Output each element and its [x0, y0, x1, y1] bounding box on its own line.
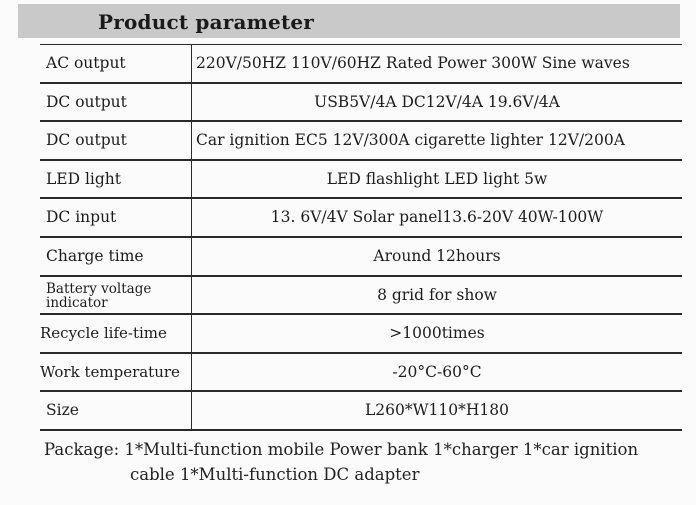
row-value: Car ignition EC5 12V/300A cigarette lighter 12V/200A [196, 131, 625, 150]
row-label: Battery voltage indicator [40, 277, 192, 314]
row-value: 8 grid for show [377, 285, 497, 304]
table-row [40, 236, 682, 275]
package-line-1: Package: 1*Multi-function mobile Power bank 1*charger 1*car ignition [44, 440, 639, 459]
row-value: L260*W110*H180 [365, 401, 509, 420]
row-value: LED flashlight LED light 5w [326, 169, 548, 188]
row-value: USB5V/4A DC12V/4A 19.6V/4A [314, 92, 560, 111]
table-row [40, 313, 682, 352]
table-row [40, 390, 682, 431]
table-row [40, 44, 682, 82]
package-note [44, 437, 680, 487]
table-row [40, 275, 682, 314]
row-value: 13. 6V/4V Solar panel13.6-20V 40W-100W [270, 208, 604, 227]
row-label: Charge time [40, 238, 192, 275]
table-row [40, 159, 682, 198]
header-band [18, 4, 680, 38]
row-value: 220V/50HZ 110V/60HZ Rated Power 300W Sine waves [196, 54, 630, 72]
row-label: Recycle life-time [40, 315, 192, 352]
row-value: -20°C-60°C [392, 362, 482, 381]
table-row [40, 352, 682, 391]
row-label: LED light [40, 161, 192, 198]
row-label: DC output [40, 84, 192, 121]
table-row [40, 197, 682, 236]
row-value: >1000times [389, 324, 485, 343]
row-label: Size [40, 392, 192, 429]
row-label: AC output [40, 45, 192, 82]
table-row [40, 82, 682, 121]
row-label: DC input [40, 199, 192, 236]
parameter-table [40, 44, 682, 431]
row-value: Around 12hours [373, 246, 501, 265]
table-row [40, 120, 682, 159]
package-line-2: cable 1*Multi-function DC adapter [130, 465, 420, 484]
row-label: DC output [40, 122, 192, 159]
row-label: Work temperature [40, 354, 192, 391]
page-title: Product parameter [98, 10, 315, 34]
